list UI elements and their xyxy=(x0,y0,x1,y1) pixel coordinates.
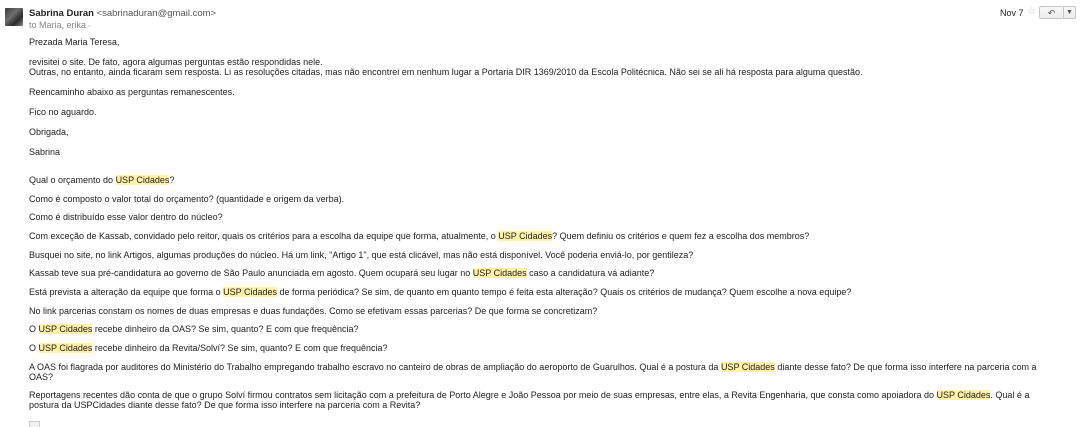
body-paragraph: Fico no aguardo. xyxy=(29,107,97,117)
question-text: ? Quem definiu os critérios e quem fez a escolha dos membros? xyxy=(552,231,810,241)
question-text: Com exceção de Kassab, convidado pelo reitor, quais os critérios para a escolha da equipe que forma, atualmente, o xyxy=(29,231,499,241)
question-text: recebe dinheiro da Revita/Solví? Se sim, quanto? E com que frequência? xyxy=(92,343,388,353)
question-continuation: OAS? xyxy=(29,372,54,382)
sender-avatar[interactable] xyxy=(5,8,23,26)
question: Como é composto o valor total do orçamento? (quantidade e origem da verba). xyxy=(29,194,345,204)
question-text: caso a candidatura vá adiante? xyxy=(526,268,655,278)
dropdown-arrow-icon: ▼ xyxy=(1066,9,1073,16)
highlighted-term: USP Cidades xyxy=(936,390,991,400)
sender-email: <sabrinaduran@gmail.com> xyxy=(96,8,217,19)
question-text: Está prevista a alteração da equipe que forma o xyxy=(29,287,224,297)
question-text: recebe dinheiro da OAS? Se sim, quanto? E com que frequência? xyxy=(92,324,359,334)
body-paragraph: Obrigada, xyxy=(29,127,69,137)
signature: Sabrina xyxy=(29,147,61,157)
highlighted-term: USP Cidades xyxy=(115,175,170,185)
question-text: . Qual é a xyxy=(990,390,1030,400)
question-text: A OAS foi flagrada por auditores do Ministério do Trabalho empregando trabalho escravo no canteiro de obras de ampliação do aeroporto de Guarulhos. Qual é a postura da xyxy=(29,362,721,372)
question xyxy=(29,324,359,334)
question-text: diante desse fato? De que forma isso interfere na parceria com a xyxy=(774,362,1037,372)
question-text: Reportagens recentes dão conta de que o grupo Solví firmou contratos sem licitação com a prefeitura de Porto Alegre e João Pessoa por meio de suas empresas, entre elas, a Revita Engenharia, que consta como apoiadora do xyxy=(29,390,937,400)
sender-name[interactable]: Sabrina Duran xyxy=(29,8,94,19)
question: No link parcerias constam os nomes de duas empresas e duas fundações. Como se efetivam essas parcerias? De que forma se concretizam? xyxy=(29,306,598,316)
question-text: O xyxy=(29,343,39,353)
highlighted-term: USP Cidades xyxy=(223,287,277,297)
recipients[interactable]: to Maria, erika xyxy=(29,20,87,30)
star-icon[interactable]: ☆ xyxy=(1027,6,1036,17)
body-paragraph: revisitei o site. De fato, agora algumas perguntas estão respondidas nele. xyxy=(29,57,323,67)
reply-button[interactable] xyxy=(1039,6,1063,19)
greeting: Prezada Maria Teresa, xyxy=(29,37,120,47)
question-text: de forma periódica? Se sim, de quanto em quanto tempo é feita esta alteração? Quais os critérios de mudança? Quem escolhe a nova equipe? xyxy=(277,287,852,297)
question xyxy=(29,343,388,353)
reply-icon: ↶ xyxy=(1047,8,1056,18)
highlighted-term: USP Cidades xyxy=(720,362,775,372)
recipients-details-icon[interactable]: ▫ xyxy=(88,23,91,30)
question: Como é distribuído esse valor dentro do núcleo? xyxy=(29,212,223,222)
question xyxy=(29,287,851,297)
highlighted-term: USP Cidades xyxy=(38,324,93,334)
more-options-button[interactable] xyxy=(1063,6,1076,19)
question-text: O xyxy=(29,324,39,334)
highlighted-term: USP Cidades xyxy=(472,268,527,278)
question-text: Kassab teve sua pré-candidatura ao governo de São Paulo anunciada em agosto. Quem ocupará seu lugar no xyxy=(29,268,473,278)
question xyxy=(29,231,809,241)
message-date: Nov 7 xyxy=(1000,8,1024,18)
question xyxy=(29,390,1029,400)
question xyxy=(29,362,1036,372)
highlighted-term: USP Cidades xyxy=(498,231,553,241)
question: Busquei no site, no link Artigos, algumas produções do núcleo. Há um link, "Artigo 1", que está clicável, mas não está disponível. Você poderia enviá-lo, por gentileza? xyxy=(29,250,694,260)
show-trimmed-content-button[interactable] xyxy=(29,421,40,427)
sender-line xyxy=(29,8,216,19)
question-text: Qual o orçamento do xyxy=(29,175,116,185)
question xyxy=(29,268,654,278)
question-continuation: postura da USPCidades diante desse fato? De que forma isso interfere na parceria com a Revita? xyxy=(29,400,421,410)
highlighted-term: USP Cidades xyxy=(38,343,93,353)
question-text: ? xyxy=(169,175,175,185)
recipients-line[interactable] xyxy=(29,20,91,30)
body-paragraph: Reencaminho abaixo as perguntas remanescentes. xyxy=(29,87,235,97)
body-paragraph: Outras, no entanto, ainda ficaram sem resposta. Li as resoluções citadas, mas não encontrei em nenhum lugar a Portaria DIR 1369/2010 da Escola Politécnica. Não sei se ali há resposta para alguma questão. xyxy=(29,67,863,77)
question xyxy=(29,175,174,185)
